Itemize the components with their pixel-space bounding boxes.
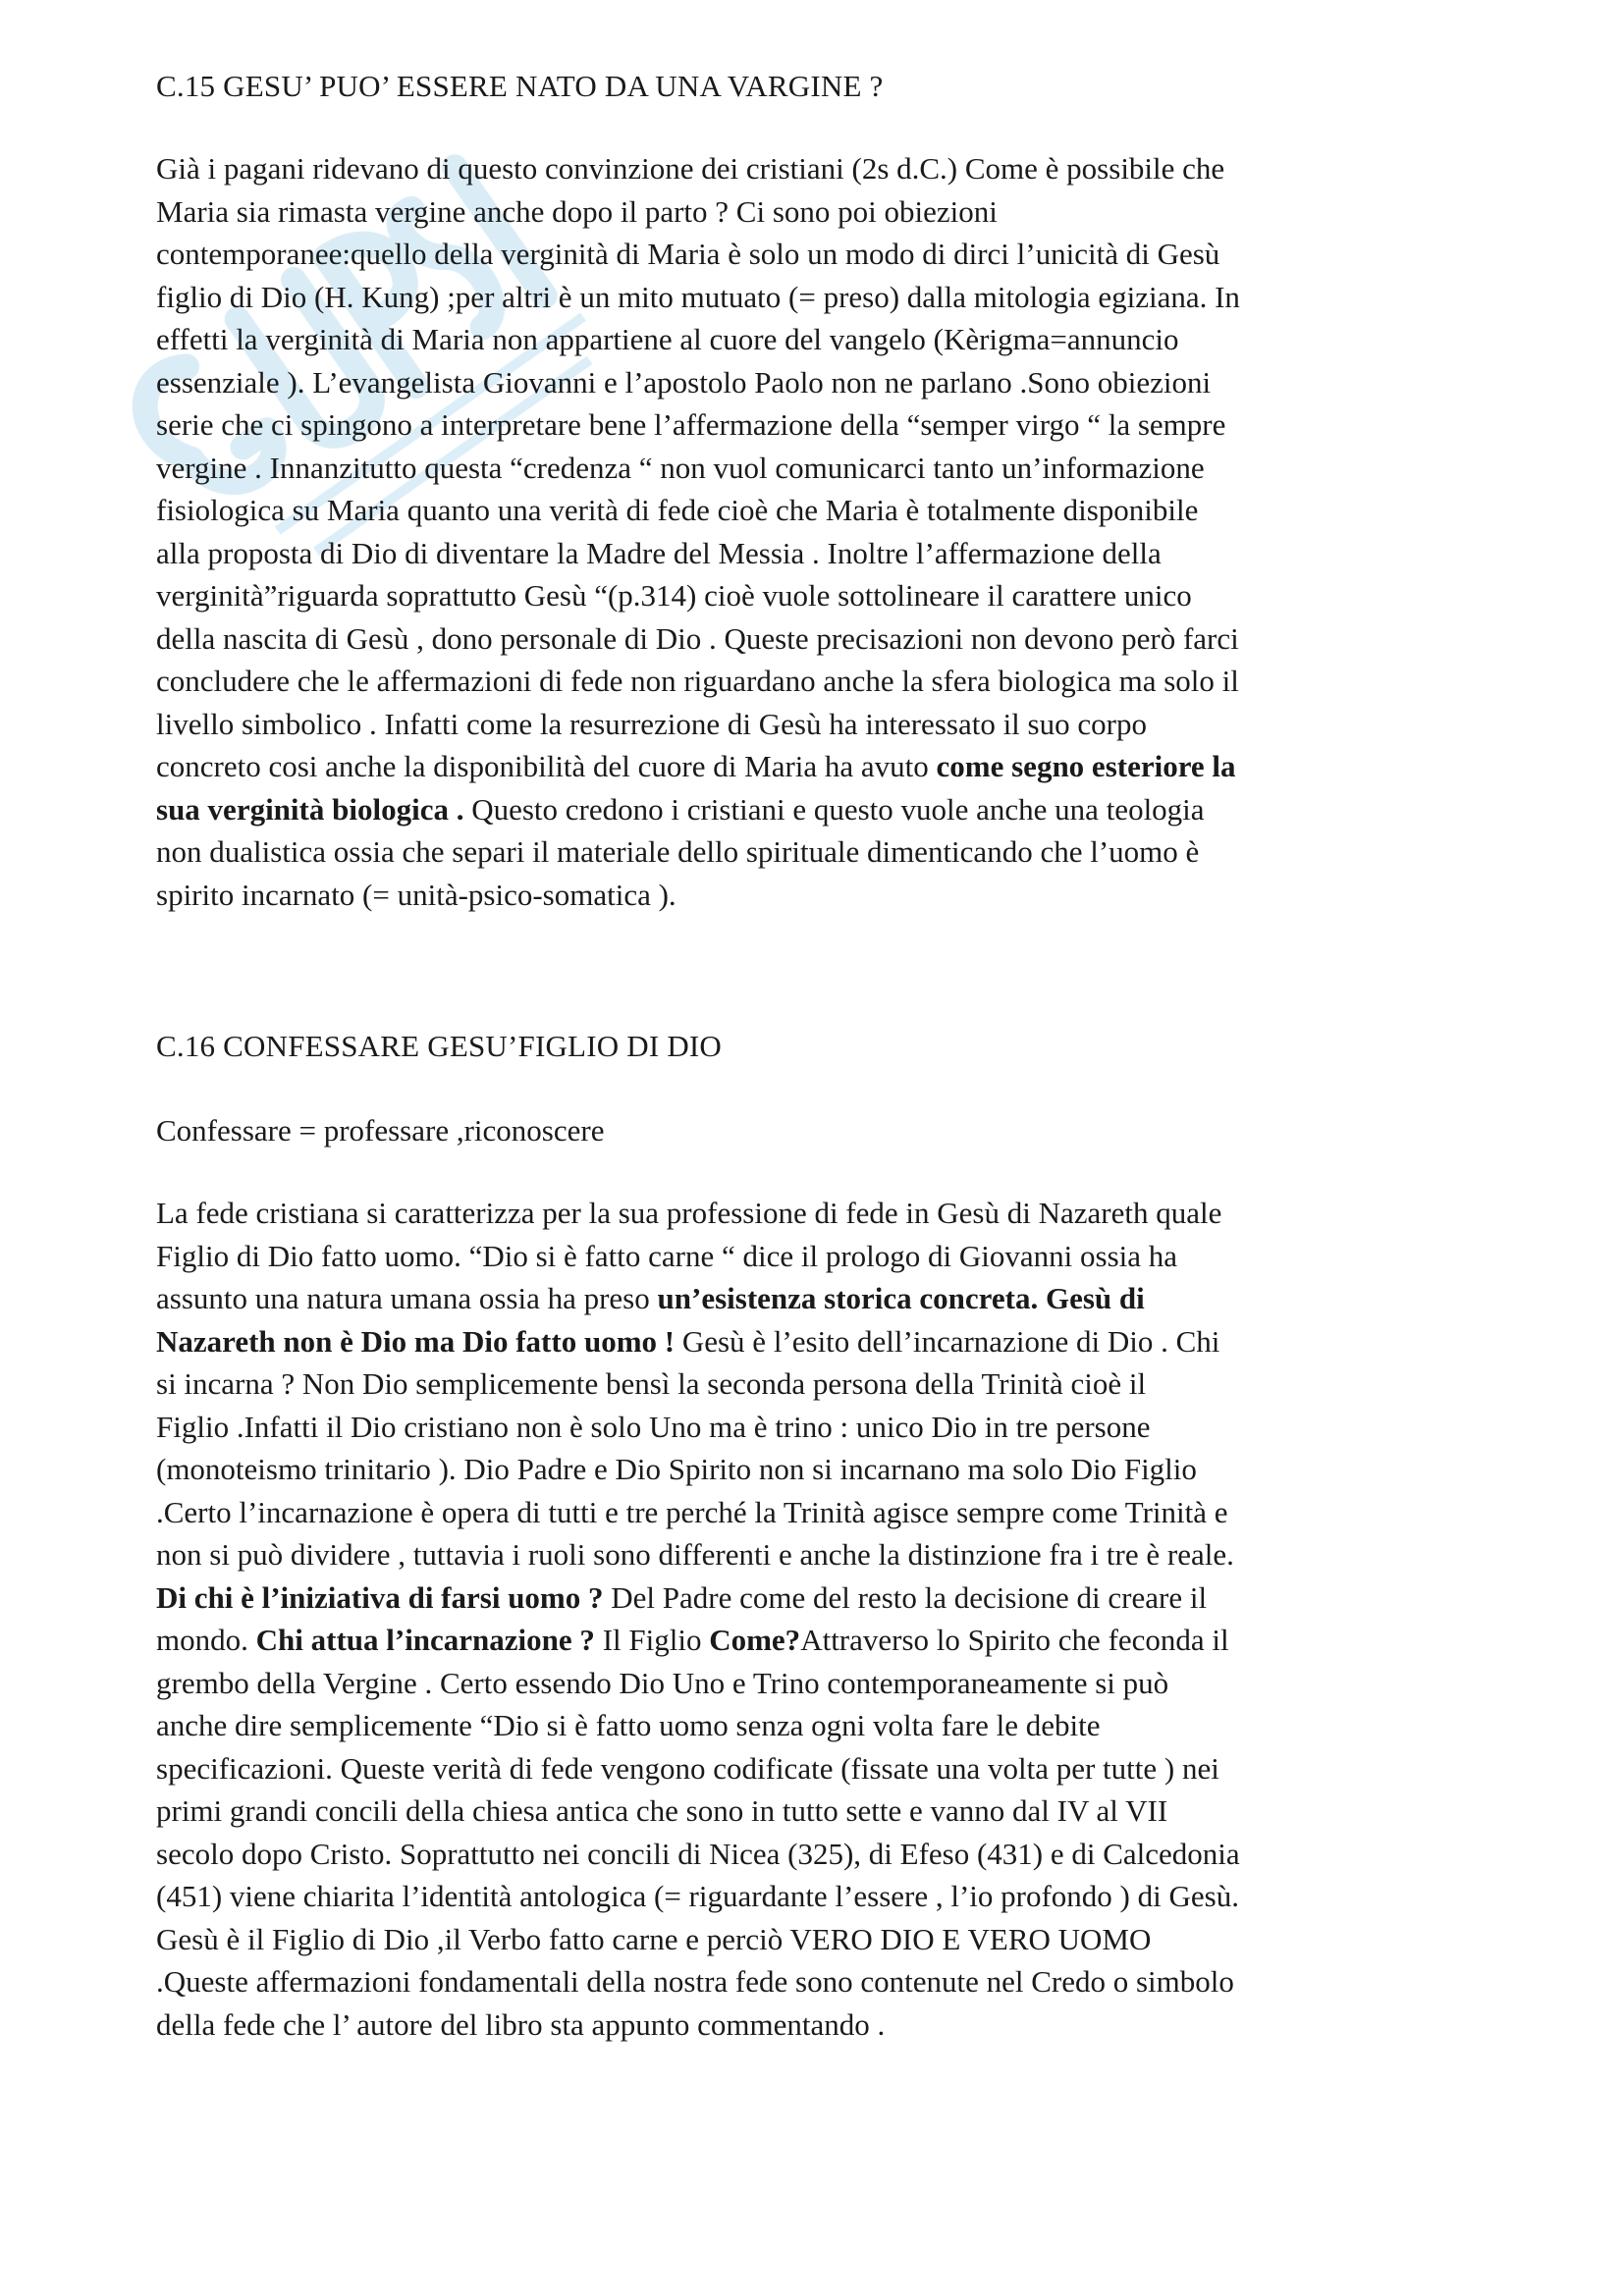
text-run: contemporanee:quello della verginità di Maria è solo un modo di dirci l’unicità di Gesù xyxy=(156,237,1220,271)
text-line xyxy=(156,1491,1240,1534)
text-line xyxy=(156,2003,1240,2047)
text-line xyxy=(156,532,1240,575)
text-line xyxy=(156,318,1240,361)
text-line xyxy=(156,1960,1240,2003)
section-body-c15 xyxy=(156,147,1240,916)
text-run: Questo credono i cristiani e questo vuole anche una teologia xyxy=(463,791,1205,827)
bold-text: Chi attua l’incarnazione ? xyxy=(255,1623,595,1657)
text-run: livello simbolico . Infatti come la resurrezione di Gesù ha interessato il suo corpo xyxy=(156,706,1147,741)
text-line xyxy=(156,617,1240,661)
text-run: Del Padre come del resto la decisione di creare il xyxy=(603,1579,1208,1615)
text-run: grembo della Vergine . Certo essendo Dio Uno e Trino contemporaneamente si può xyxy=(156,1665,1169,1700)
bold-text: sua verginità biologica . xyxy=(156,791,464,827)
text-run: anche dire semplicemente “Dio si è fatto uomo senza ogni volta fare le debite xyxy=(156,1708,1101,1742)
text-line xyxy=(156,233,1240,276)
text-run: spirito incarnato (= unità-psico-somatica ). xyxy=(156,877,676,912)
text-run: secolo dopo Cristo. Soprattutto nei concili di Nicea (325), di Efeso (431) e di Calcedonia xyxy=(156,1836,1240,1871)
text-line xyxy=(156,1747,1240,1790)
text-line xyxy=(156,1833,1240,1876)
text-run: verginità”riguarda soprattutto Gesù “(p.314) cioè vuole sottolineare il carattere unico xyxy=(156,578,1192,613)
text-run: mondo. xyxy=(156,1623,256,1657)
section-body-c16 xyxy=(156,1192,1240,2046)
text-line xyxy=(156,447,1240,490)
text-line xyxy=(156,1406,1240,1449)
text-run: figlio di Dio (H. Kung) ;per altri è un mito mutuato (= preso) dalla mitologia egiziana. In xyxy=(156,279,1240,314)
text-run: Il Figlio xyxy=(594,1623,710,1657)
text-run: concludere che le affermazioni di fede non riguardano anche la sfera biologica ma solo il xyxy=(156,664,1239,698)
text-run: effetti la verginità di Maria non appartiene al cuore del vangelo (Kèrigma=annuncio xyxy=(156,322,1179,356)
text-line xyxy=(156,574,1240,617)
text-line xyxy=(156,1235,1240,1278)
text-run: Maria sia rimasta vergine anche dopo il parto ? Ci sono poi obiezioni xyxy=(156,193,998,229)
section-heading-c16: C.16 CONFESSARE GESU’FIGLIO DI DIO xyxy=(156,1029,723,1063)
text-run: alla proposta di Dio di diventare la Madre del Messia . Inoltre l’affermazione della xyxy=(156,535,1162,570)
text-run: Figlio di Dio fatto uomo. “Dio si è fatto carne “ dice il prologo di Giovanni ossia ha xyxy=(156,1238,1178,1273)
text-run: fisiologica su Maria quanto una verità di fede cioè che Maria è totalmente disponibile xyxy=(156,493,1199,527)
text-line xyxy=(156,1619,1240,1662)
text-run: primi grandi concili della chiesa antica che sono in tutto sette e vanno dal IV al VII xyxy=(156,1793,1168,1828)
section-heading-c15: C.15 GESU’ PUO’ ESSERE NATO DA UNA VARGINE ? xyxy=(156,69,884,103)
text-run: della fede che l’ autore del libro sta appunto commentando . xyxy=(156,2006,886,2042)
text-run: si incarna ? Non Dio semplicemente bensì la seconda persona della Trinità cioè il xyxy=(156,1366,1147,1401)
text-run: della nascita di Gesù , dono personale di Dio . Queste precisazioni non devono però farci xyxy=(156,620,1239,656)
text-run: Gesù è il Figlio di Dio ,il Verbo fatto carne e perciò VERO DIO E VERO UOMO xyxy=(156,1921,1152,1956)
text-run: Già i pagani ridevano di questo convinzione dei cristiani (2s d.C.) Come è possibile che xyxy=(156,151,1225,186)
text-line xyxy=(156,703,1240,746)
text-run: concreto cosi anche la disponibilità del cuore di Maria ha avuto xyxy=(156,749,937,783)
text-line xyxy=(156,788,1240,831)
text-line xyxy=(156,403,1240,447)
text-line xyxy=(156,276,1240,319)
bold-text: Di chi è l’iniziativa di farsi uomo ? xyxy=(156,1579,604,1615)
text-line xyxy=(156,361,1240,404)
text-line xyxy=(156,1704,1240,1747)
bold-text: Nazareth non è Dio ma Dio fatto uomo ! xyxy=(156,1323,676,1359)
text-line xyxy=(156,1533,1240,1576)
text-line xyxy=(156,1192,1240,1235)
text-line xyxy=(156,190,1240,234)
text-run: assunto una natura umana ossia ha preso xyxy=(156,1281,658,1315)
bold-text: un’esistenza storica concreta. Gesù di xyxy=(657,1281,1145,1315)
text-run: vergine . Innanzitutto questa “credenza “ non vuol comunicarci tanto un’informazione xyxy=(156,450,1205,485)
text-line xyxy=(156,1875,1240,1918)
text-line xyxy=(156,1362,1240,1406)
text-run: essenziale ). L’evangelista Giovanni e l’apostolo Paolo non ne parlano .Sono obiezioni xyxy=(156,364,1212,400)
bold-text: Come? xyxy=(709,1623,801,1657)
text-line xyxy=(156,874,1240,917)
text-line xyxy=(156,1277,1240,1320)
text-run: serie che ci spingono a interpretare bene l’affermazione della “semper virgo “ la sempre xyxy=(156,407,1226,442)
text-line xyxy=(156,745,1240,788)
section-subheading-c16: Confessare = professare ,riconoscere xyxy=(156,1113,605,1148)
text-line xyxy=(156,1576,1240,1620)
text-run: (monoteismo trinitario ). Dio Padre e Dio Spirito non si incarnano ma solo Dio Figlio xyxy=(156,1452,1197,1486)
text-run: La fede cristiana si caratterizza per la sua professione di fede in Gesù di Nazareth quale xyxy=(156,1196,1222,1230)
text-line xyxy=(156,660,1240,703)
text-run: non si può dividere , tuttavia i ruoli sono differenti e anche la distinzione fra i tre è reale. xyxy=(156,1537,1234,1572)
text-line xyxy=(156,1662,1240,1705)
text-line xyxy=(156,147,1240,190)
text-run: .Queste affermazioni fondamentali della nostra fede sono contenute nel Credo o simbolo xyxy=(156,1964,1234,1999)
text-run: .Certo l’incarnazione è opera di tutti e tre perché la Trinità agisce sempre come Trinità e xyxy=(156,1494,1228,1529)
text-line xyxy=(156,489,1240,532)
text-run: Gesù è l’esito dell’incarnazione di Dio . Chi xyxy=(675,1323,1220,1359)
text-line xyxy=(156,1789,1240,1833)
text-run: Attraverso lo Spirito che feconda il xyxy=(800,1623,1229,1657)
bold-text: come segno esteriore la xyxy=(936,749,1236,783)
text-run: non dualistica ossia che separi il materiale dello spirituale dimenticando che l’uomo è xyxy=(156,834,1200,869)
text-line xyxy=(156,1448,1240,1491)
text-line xyxy=(156,830,1240,874)
text-run: Figlio .Infatti il Dio cristiano non è solo Uno ma è trino : unico Dio in tre persone xyxy=(156,1409,1151,1444)
text-line xyxy=(156,1918,1240,1961)
text-run: (451) viene chiarita l’identità antologica (= riguardante l’essere , l’io profondo ) di Gesù. xyxy=(156,1879,1239,1913)
text-run: specificazioni. Queste verità di fede vengono codificate (fissate una volta per tutte ) nei xyxy=(156,1750,1219,1786)
text-line xyxy=(156,1320,1240,1363)
